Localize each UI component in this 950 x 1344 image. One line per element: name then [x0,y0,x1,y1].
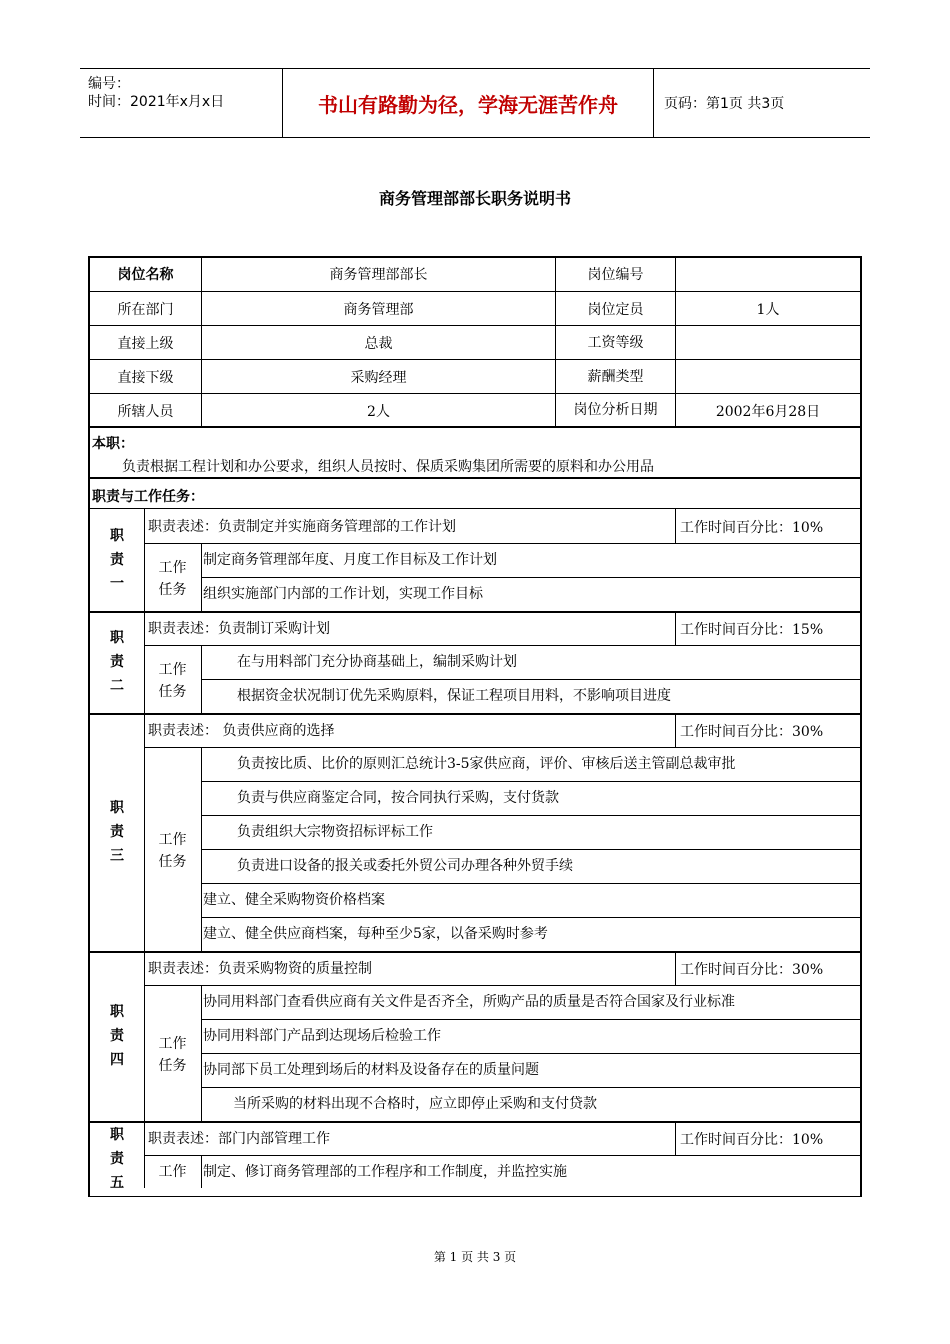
job-description-table [88,256,862,1197]
duty-description: 职责表述： 负责供应商的选择 [148,723,335,739]
work-task-label: 工作任务 [158,1036,187,1074]
pay-type-label: 薪酬类型 [587,369,644,385]
header-meta [80,69,280,137]
task-item: 负责进口设备的报关或委托外贸公司办理各种外贸手续 [237,858,573,874]
work-task-label: 工作任务 [158,560,187,598]
document-header [80,68,870,138]
duty-description: 职责表述：负责采购物资的质量控制 [148,961,372,977]
analysis-date-value: 2002年6月28日 [715,404,821,420]
duty-name: 职责二 [110,630,124,694]
header-motto: 书山有路勤为径，学海无涯苦作舟 [282,69,654,137]
task-item: 制定商务管理部年度、月度工作目标及工作计划 [203,552,497,568]
header-page-code: 页码：第1页 共3页 [664,96,785,112]
work-task-label: 工作 [158,1164,187,1180]
duty-time-percentage: 工作时间百分比：30% [680,962,824,978]
task-item: 在与用料部门充分协商基础上，编制采购计划 [237,654,517,670]
task-item: 组织实施部门内部的工作计划，实现工作目标 [203,586,483,602]
duty-description: 职责表述：部门内部管理工作 [148,1131,330,1147]
task-item: 当所采购的材料出现不合格时，应立即停止采购和支付贷款 [233,1096,597,1112]
duty-summary-label: 本职： [92,436,134,452]
position-name-label: 岗位名称 [117,267,174,283]
duty-name: 职责一 [110,528,124,592]
number-label: 编号： [88,76,130,92]
department-label: 所在部门 [117,302,174,318]
task-item: 协同用料部门产品到达现场后检验工作 [203,1028,441,1044]
duty-time-percentage: 工作时间百分比：30% [680,724,824,740]
position-code-label: 岗位编号 [587,267,644,283]
task-item: 负责组织大宗物资招标评标工作 [237,824,433,840]
task-item: 根据资金状况制订优先采购原料，保证工程项目用料，不影响项目进度 [237,688,671,704]
analysis-date-label: 岗位分析日期 [573,402,658,418]
duty-time-percentage: 工作时间百分比：10% [680,1132,824,1148]
task-item: 协同部下员工处理到场后的材料及设备存在的质量问题 [203,1062,539,1078]
position-name-value: 商务管理部部长 [329,267,428,283]
department-value: 商务管理部 [343,302,414,318]
document-title: 商务管理部部长职务说明书 [378,189,571,208]
superior-value: 总裁 [364,336,393,352]
duty-description: 职责表述：负责制定并实施商务管理部的工作计划 [148,519,456,535]
headcount-value: 1人 [756,302,780,318]
subordinate-label: 直接下级 [117,370,174,386]
task-item: 建立、健全采购物资价格档案 [203,892,385,908]
subordinate-value: 采购经理 [350,370,407,386]
task-item: 建立、健全供应商档案，每种至少5家，以备采购时参考 [203,926,548,942]
headcount-label: 岗位定员 [587,302,644,318]
task-item: 负责按比质、比价的原则汇总统计3-5家供应商，评价、审核后送主管副总裁审批 [237,756,736,772]
duty-name: 职责三 [110,800,124,864]
duty-name: 职责四 [110,1004,124,1068]
time-label: 时间：2021年x月x日 [88,94,225,110]
page-footer: 第 1 页 共 3 页 [433,1250,517,1264]
salary-grade-label: 工资等级 [587,335,644,351]
superior-label: 直接上级 [117,336,174,352]
task-item: 制定、修订商务管理部的工作程序和工作制度，并监控实施 [203,1164,567,1180]
duty-name: 职责五 [110,1127,124,1191]
task-item: 负责与供应商鉴定合同，按合同执行采购，支付货款 [237,790,559,806]
duty-time-percentage: 工作时间百分比：15% [680,622,824,638]
task-item: 协同用料部门查看供应商有关文件是否齐全，所购产品的质量是否符合国家及行业标准 [203,994,735,1010]
tasks-section-label: 职责与工作任务： [92,489,204,505]
staff-label: 所辖人员 [117,404,174,420]
staff-value: 2人 [367,404,390,420]
duty-description: 职责表述：负责制订采购计划 [148,621,330,637]
work-task-label: 工作任务 [158,832,187,870]
work-task-label: 工作任务 [158,662,187,700]
duty-time-percentage: 工作时间百分比：10% [680,520,824,536]
duty-summary-text: 负责根据工程计划和办公要求，组织人员按时、保质采购集团所需要的原料和办公用品 [122,459,654,475]
